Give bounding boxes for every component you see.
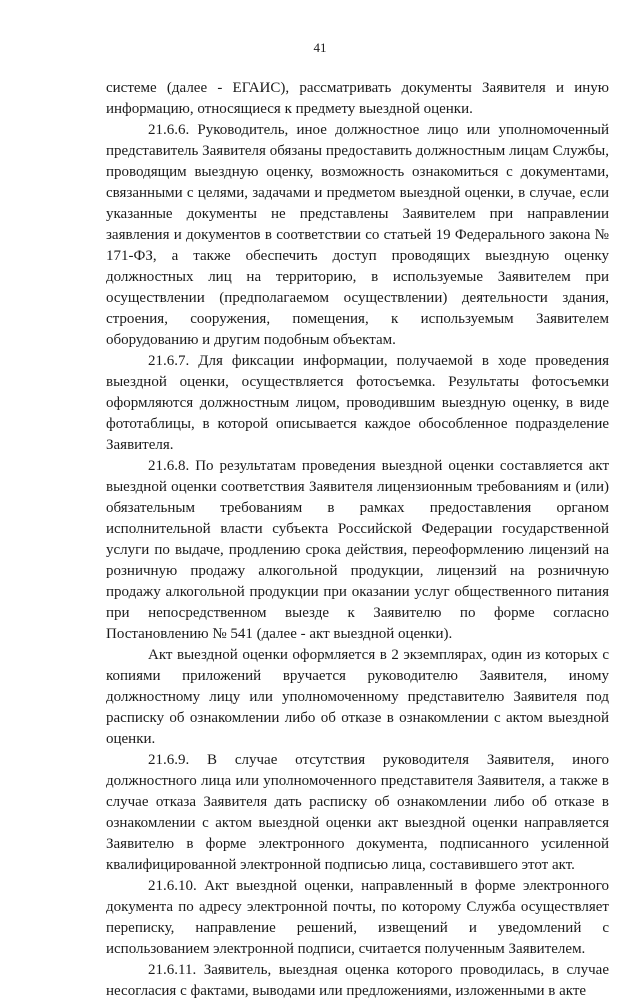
paragraph-continuation: системе (далее - ЕГАИС), рассматривать документы Заявителя и иную информацию, относящиеся к предмету выездной оценки. [106,80,609,117]
document-body [106,78,609,1002]
paragraph-act-copies: Акт выездной оценки оформляется в 2 экземплярах, один из которых с копиями приложений вручается руководителю Заявителя, иному должностному лицу или уполномоченному представителю Заявителя под расписку об ознакомлении либо об отказе в ознакомлении с актом выездной оценки. [106,647,609,747]
page-number: 41 [313,40,327,55]
paragraph-21-6-8: 21.6.8. По результатам проведения выездной оценки составляется акт выездной оценки соответствия Заявителя лицензионным требованиям и (или) обязательным требованиям в рамках предоставления органом исполнительной власти субъекта Российской Федерации государственной услуги по выдаче, продлению срока действия, переоформлению лицензий на розничную продажу алкогольной продукции, лицензий на розничную продажу алкогольной продукции при оказании услуг общественного питания при непосредственном выезде к Заявителю по форме согласно Постановлению № 541 (далее - акт выездной оценки). [106,458,609,642]
paragraph-21-6-7: 21.6.7. Для фиксации информации, получаемой в ходе проведения выездной оценки, осуществляется фотосъемка. Результаты фотосъемки оформляются должностным лицом, проводившим выездную оценку, в виде фототаблицы, в которой описывается каждое обособленное подразделение Заявителя. [106,353,609,453]
paragraph-21-6-10: 21.6.10. Акт выездной оценки, направленный в форме электронного документа по адресу электронной почты, по которому Служба осуществляет переписку, направление решений, извещений и уведомлений с использованием электронной подписи, считается полученным Заявителем. [106,878,609,957]
paragraph-21-6-6: 21.6.6. Руководитель, иное должностное лицо или уполномоченный представитель Заявителя обязаны предоставить должностным лицам Службы, проводящим выездную оценку, возможность ознакомиться с документами, связанными с целями, задачами и предметом выездной оценки, в случае, если указанные документы не представлены Заявителем при направлении заявления и документов в соответствии со статьей 19 Федерального закона № 171-ФЗ, а также обеспечить доступ проводящих выездную оценку должностных лиц на территорию, в используемые Заявителем при осуществлении (предполагаемом осуществлении) деятельности здания, строения, сооружения, помещения, к используемым Заявителем оборудованию и другим подобным объектам. [106,122,609,348]
paragraph-21-6-9: 21.6.9. В случае отсутствия руководителя Заявителя, иного должностного лица или уполномоченного представителя Заявителя, а также в случае отказа Заявителя дать расписку об ознакомлении либо об отказе в ознакомлении с актом выездной оценки акт выездной оценки направляется Заявителю в форме электронного документа, подписанного усиленной квалифицированной электронной подписью лица, составившего этот акт. [106,752,609,873]
paragraph-21-6-11: 21.6.11. Заявитель, выездная оценка которого проводилась, в случае несогласия с фактами, выводами или предложениями, изложенными в акте [106,962,609,999]
